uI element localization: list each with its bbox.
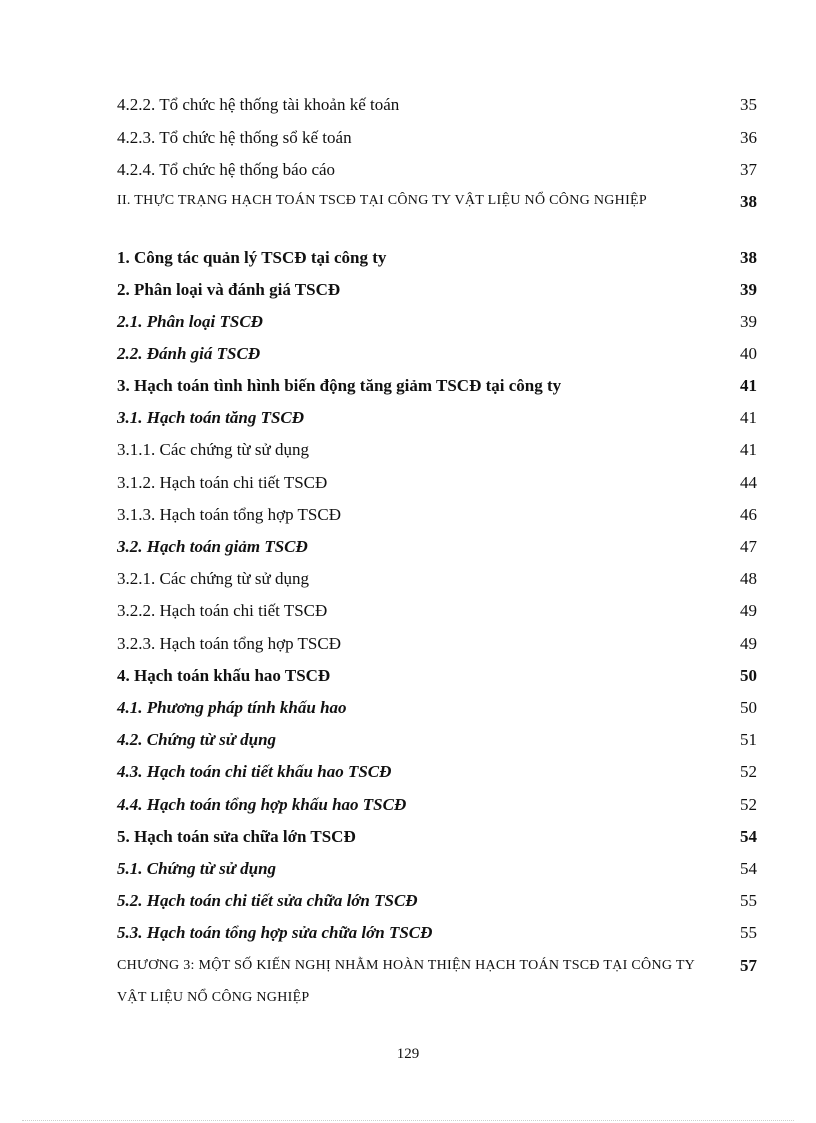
toc-entry-page: 44 <box>740 473 757 492</box>
toc-entry-page: 50 <box>740 698 757 717</box>
toc-entry-title: 1. Công tác quản lý TSCĐ tại công ty <box>117 248 387 267</box>
page-number: 129 <box>396 1046 420 1062</box>
toc-entry-page: 38 <box>740 248 757 267</box>
toc-entry-title: 5.3. Hạch toán tổng hợp sửa chữa lớn TSCĐ <box>117 923 433 942</box>
toc-entry-title: 3.2.1. Các chứng từ sử dụng <box>117 569 309 588</box>
toc-entry-page: 55 <box>740 923 757 942</box>
toc-entry-page: 57 <box>740 956 757 975</box>
toc-entry-title: 3.1. Hạch toán tăng TSCĐ <box>117 408 305 427</box>
toc-entry-page: 49 <box>740 601 757 620</box>
toc-entry-page: 50 <box>740 666 757 685</box>
toc-entry-title: 5.2. Hạch toán chi tiết sửa chữa lớn TSCĐ <box>117 891 418 910</box>
toc-entry-page: 51 <box>740 730 757 749</box>
toc-entry-title: 4.2.2. Tổ chức hệ thống tài khoản kế toán <box>117 95 400 114</box>
toc-entry-page: 39 <box>740 312 757 331</box>
toc-entry-title: 3.1.2. Hạch toán chi tiết TSCĐ <box>117 473 328 492</box>
toc-entry-title: 4.2.3. Tổ chức hệ thống sổ kế toán <box>117 128 352 147</box>
toc-entry-title: 3.1.1. Các chứng từ sử dụng <box>117 440 309 459</box>
toc-entry-page: 35 <box>740 95 757 114</box>
toc-entry-page: 41 <box>740 408 757 427</box>
toc-entry-title: 2. Phân loại và đánh giá TSCĐ <box>117 280 341 299</box>
toc-entry-page: 54 <box>740 859 757 878</box>
toc-entry-title: 4. Hạch toán khấu hao TSCĐ <box>117 666 331 685</box>
toc-entry-title: II. THỰC TRẠNG HẠCH TOÁN TSCĐ TẠI CÔNG TY VẬT LIỆU NỔ CÔNG NGHIỆP <box>117 193 647 208</box>
toc-entry-title: 5.1. Chứng từ sử dụng <box>117 859 277 878</box>
toc-entry-page: 54 <box>740 827 757 846</box>
toc-entry-title: 4.2. Chứng từ sử dụng <box>117 730 277 749</box>
toc-entry-page: 38 <box>740 192 757 211</box>
toc-entry-page: 48 <box>740 569 757 588</box>
toc-entry-page: 46 <box>740 505 757 524</box>
toc-entry-title: 2.1. Phân loại TSCĐ <box>117 312 263 331</box>
toc-entry-title: 3.2.2. Hạch toán chi tiết TSCĐ <box>117 601 328 620</box>
toc-entry-page: 52 <box>740 795 757 814</box>
toc-entry-title: 4.2.4. Tổ chức hệ thống báo cáo <box>117 160 336 179</box>
toc-entry-title: 4.1. Phương pháp tính khấu hao <box>117 698 347 717</box>
toc-entry-title: 3. Hạch toán tình hình biến động tăng giảm TSCĐ tại công ty <box>117 376 562 395</box>
toc-entry-page: 39 <box>740 280 757 299</box>
toc-entry-title: 4.4. Hạch toán tổng hợp khấu hao TSCĐ <box>117 795 407 814</box>
toc-entry-title: 3.2. Hạch toán giảm TSCĐ <box>117 537 308 556</box>
toc-entry-title: 4.3. Hạch toán chi tiết khấu hao TSCĐ <box>117 762 392 781</box>
toc-entry-page: 37 <box>740 160 757 179</box>
page-edge-divider <box>22 1120 794 1121</box>
toc-entry-page: 49 <box>740 634 757 653</box>
toc-entry-title: 5. Hạch toán sửa chữa lớn TSCĐ <box>117 827 356 846</box>
toc-entry-title: 2.2. Đánh giá TSCĐ <box>117 344 261 363</box>
toc-entry-page: 52 <box>740 762 757 781</box>
toc-entry-page: 41 <box>740 440 757 459</box>
toc-entry-page: 41 <box>740 376 757 395</box>
toc-entry-page: 47 <box>740 537 757 556</box>
toc-entry-page: 40 <box>740 344 757 363</box>
toc-entry-page: 55 <box>740 891 757 910</box>
toc-entry-title: CHƯƠNG 3: MỘT SỐ KIẾN NGHỊ NHẰM HOÀN THIỆN HẠCH TOÁN TSCĐ TẠI CÔNG TY VẬT LIỆU NỔ CÔNG NGHIỆP <box>117 958 695 1005</box>
toc-entry-title: 3.1.3. Hạch toán tổng hợp TSCĐ <box>117 505 341 524</box>
toc-entry-title: 3.2.3. Hạch toán tổng hợp TSCĐ <box>117 634 341 653</box>
toc-entry-page: 36 <box>740 128 757 147</box>
